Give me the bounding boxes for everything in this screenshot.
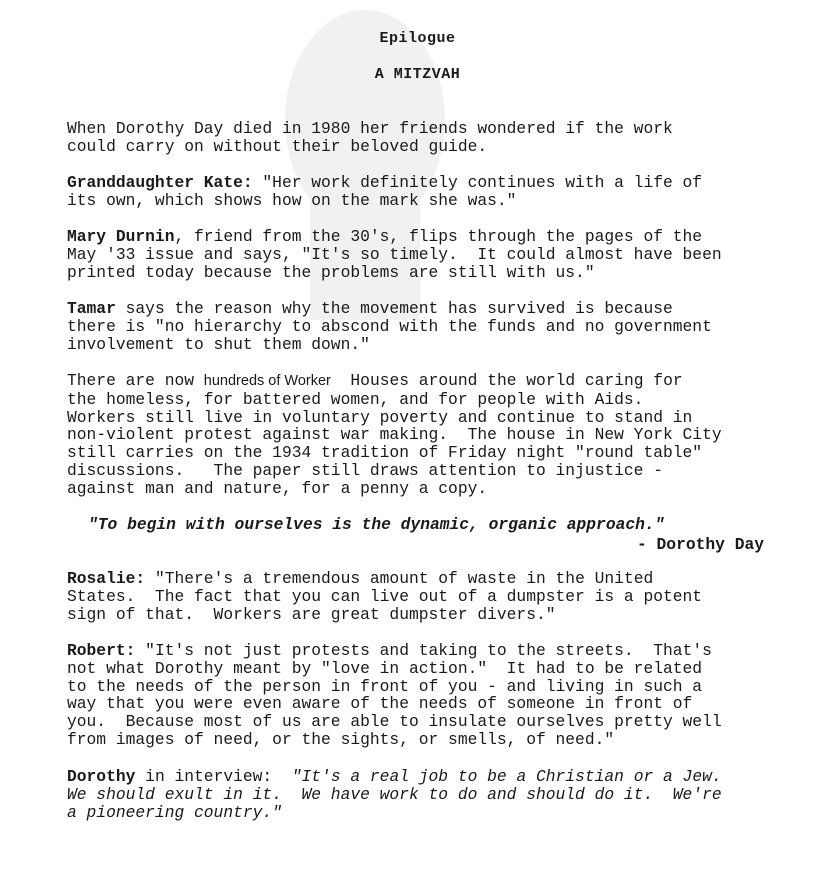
paragraph-text: "It's not just protests and taking to the streets. That's not what Dorothy meant by "love in action." It had to be related to the needs of the person in front of you - and living in such a way that you were even aware of the needs of someone in front of you. Because most of us are able to insulate ourselves pretty well from images of need, or the sights, or smells, of need."	[67, 641, 722, 749]
speaker-name: Dorothy	[67, 767, 136, 786]
speaker-name: Mary Durnin	[67, 227, 175, 246]
paragraph-tamar	[67, 300, 775, 353]
paragraph-text: "There's a tremendous amount of waste in the United States. The fact that you can live out of a dumpster is a potent sign of that. Workers are great dumpster divers."	[67, 569, 703, 624]
speaker-name: Granddaughter Kate:	[67, 173, 253, 192]
paragraph-kate	[67, 174, 775, 210]
page-title: Epilogue	[379, 30, 456, 47]
paragraph-text: , friend from the 30's, flips through the pages of the May '33 issue and says, "It's so timely. It could almost have been printed today because the problems are still with us."	[67, 227, 722, 282]
quote-attribution: - Dorothy Day	[636, 535, 764, 554]
paragraph-mary-durnin	[67, 228, 775, 281]
speaker-name: Robert:	[67, 641, 136, 660]
speaker-name: Tamar	[67, 299, 116, 318]
dorothy-day-quote: "To begin with ourselves is the dynamic, organic approach."	[88, 515, 665, 534]
interview-quote: "It's a real job to be a Christian or a Jew. We should exult in it. We have work to do and should do it. We're a pioneering country."	[67, 767, 722, 822]
paragraph-text: in interview:	[135, 767, 292, 786]
page-subtitle: A MITZVAH	[374, 66, 461, 83]
handwritten-insert: hundreds of Worker	[203, 373, 331, 389]
paragraph-intro: When Dorothy Day died in 1980 her friends wondered if the work could carry on without their beloved guide.	[67, 119, 673, 156]
paragraph-worker-houses	[67, 372, 775, 498]
paragraph-text: Houses around the world caring for the homeless, for battered women, and for people with Aids. Workers still live in voluntary poverty and continue to stand in non-violent protest against war making. The house in New York City still carries on the 1934 tradition of Friday night "round table" discussions. The paper still draws attention to injustice - against man and nature, for a penny a copy.	[67, 371, 722, 498]
paragraph-rosalie	[67, 570, 775, 623]
paragraph-text: says the reason why the movement has survived is because there is "no hierarchy to abscond with the funds and no government involvement to shut them down."	[67, 299, 712, 354]
paragraph-dorothy-interview	[67, 768, 775, 821]
paragraph-text: There are now	[67, 371, 204, 390]
paragraph-robert	[67, 642, 775, 749]
speaker-name: Rosalie:	[67, 569, 146, 588]
paragraph-text: "Her work definitely continues with a life of its own, which shows how on the mark she was."	[67, 173, 703, 210]
